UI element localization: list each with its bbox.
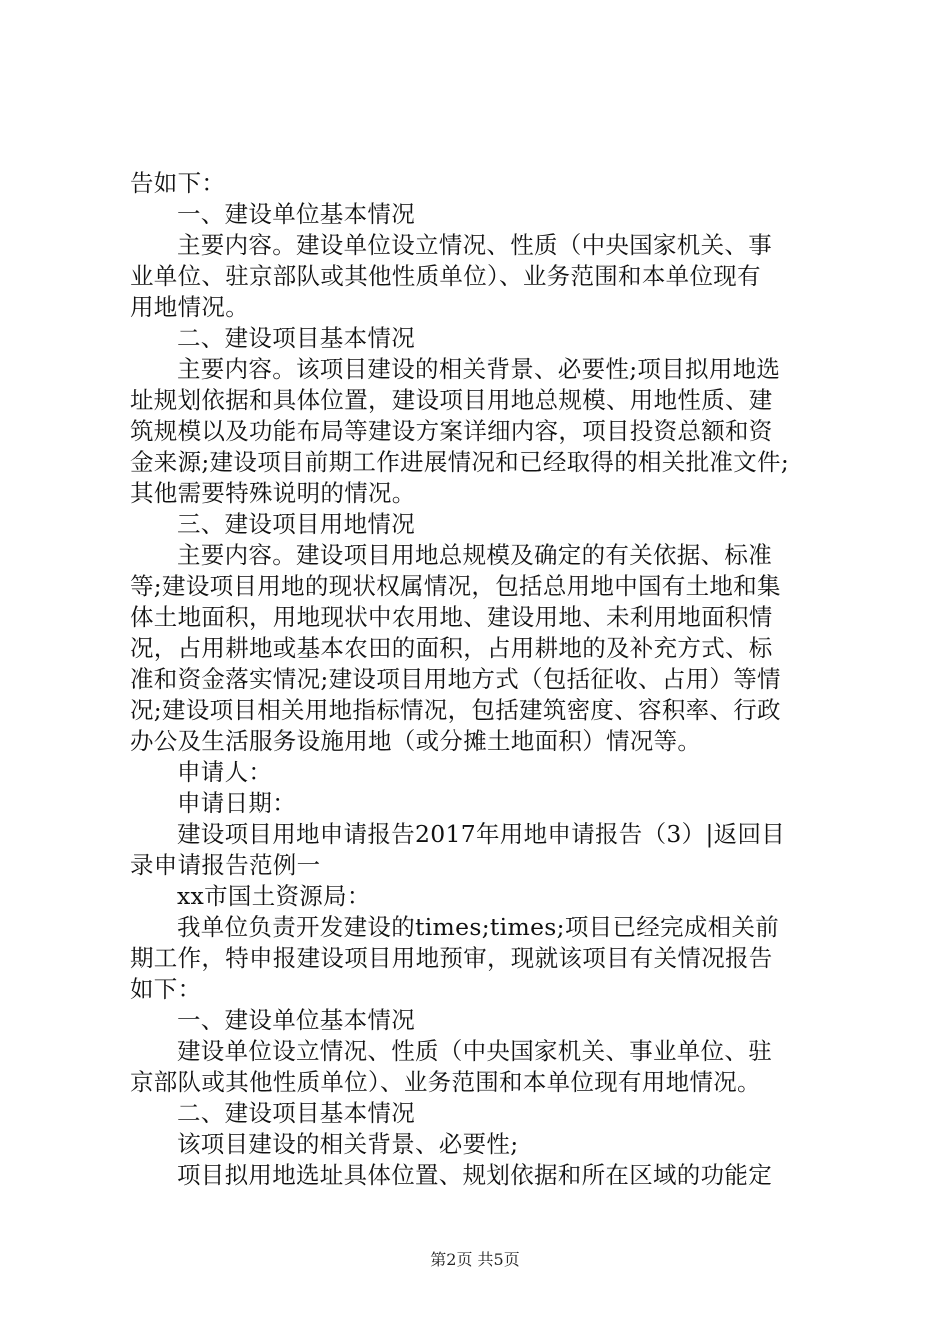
text-line: 等;建设项目用地的现状权属情况，包括总用地中国有土地和集 <box>130 572 781 600</box>
text-line: 该项目建设的相关背景、必要性; <box>177 1130 519 1158</box>
text-line: xx市国土资源局： <box>177 882 371 910</box>
text-line: 建设单位设立情况、性质（中央国家机关、事业单位、驻 <box>177 1037 772 1065</box>
text-line: 用地情况。 <box>130 293 249 321</box>
text-line: 建设项目用地申请报告2017年用地申请报告（3）|返回目 <box>177 820 786 848</box>
text-line: 项目拟用地选址具体位置、规划依据和所在区域的功能定 <box>177 1161 772 1189</box>
text-line: 况;建设项目相关用地指标情况，包括建筑密度、容积率、行政 <box>130 696 781 724</box>
text-line: 二、建设项目基本情况 <box>177 1099 415 1127</box>
text-line: 址规划依据和具体位置，建设项目用地总规模、用地性质、建 <box>130 386 773 414</box>
text-line: 主要内容。该项目建设的相关背景、必要性;项目拟用地选 <box>177 355 781 383</box>
text-line: 一、建设单位基本情况 <box>177 200 415 228</box>
text-line: 主要内容。建设单位设立情况、性质（中央国家机关、事 <box>177 231 772 259</box>
page-footer <box>0 1247 950 1270</box>
text-line: 三、建设项目用地情况 <box>177 510 415 538</box>
text-line: 申请人： <box>177 758 273 786</box>
text-line: 况，占用耕地或基本农田的面积，占用耕地的及补充方式、标 <box>130 634 773 662</box>
text-line: 主要内容。建设项目用地总规模及确定的有关依据、标准 <box>177 541 772 569</box>
text-line: 筑规模以及功能布局等建设方案详细内容，项目投资总额和资 <box>130 417 773 445</box>
text-line: 体土地面积，用地现状中农用地、建设用地、未利用地面积情 <box>130 603 773 631</box>
text-line: 一、建设单位基本情况 <box>177 1006 415 1034</box>
text-line: 如下： <box>130 975 202 1003</box>
text-line: 金来源;建设项目前期工作进展情况和已经取得的相关批准文件; <box>130 448 790 476</box>
page-number: 第2页 共5页 <box>430 1250 520 1269</box>
text-line: 业单位、驻京部队或其他性质单位）、业务范围和本单位现有 <box>130 262 761 290</box>
text-line: 我单位负责开发建设的times;times;项目已经完成相关前 <box>177 913 780 941</box>
text-line: 二、建设项目基本情况 <box>177 324 415 352</box>
text-line: 录申请报告范例一 <box>130 851 321 879</box>
text-line: 申请日期： <box>177 789 296 817</box>
text-line: 期工作，特申报建设项目用地预审，现就该项目有关情况报告 <box>130 944 773 972</box>
document-body <box>130 168 830 1191</box>
text-line: 告如下： <box>130 169 226 197</box>
text-line: 办公及生活服务设施用地（或分摊土地面积）情况等。 <box>130 727 702 755</box>
text-line: 准和资金落实情况;建设项目用地方式（包括征收、占用）等情 <box>130 665 781 693</box>
text-line: 其他需要特殊说明的情况。 <box>130 479 416 507</box>
text-line: 京部队或其他性质单位）、业务范围和本单位现有用地情况。 <box>130 1068 761 1096</box>
